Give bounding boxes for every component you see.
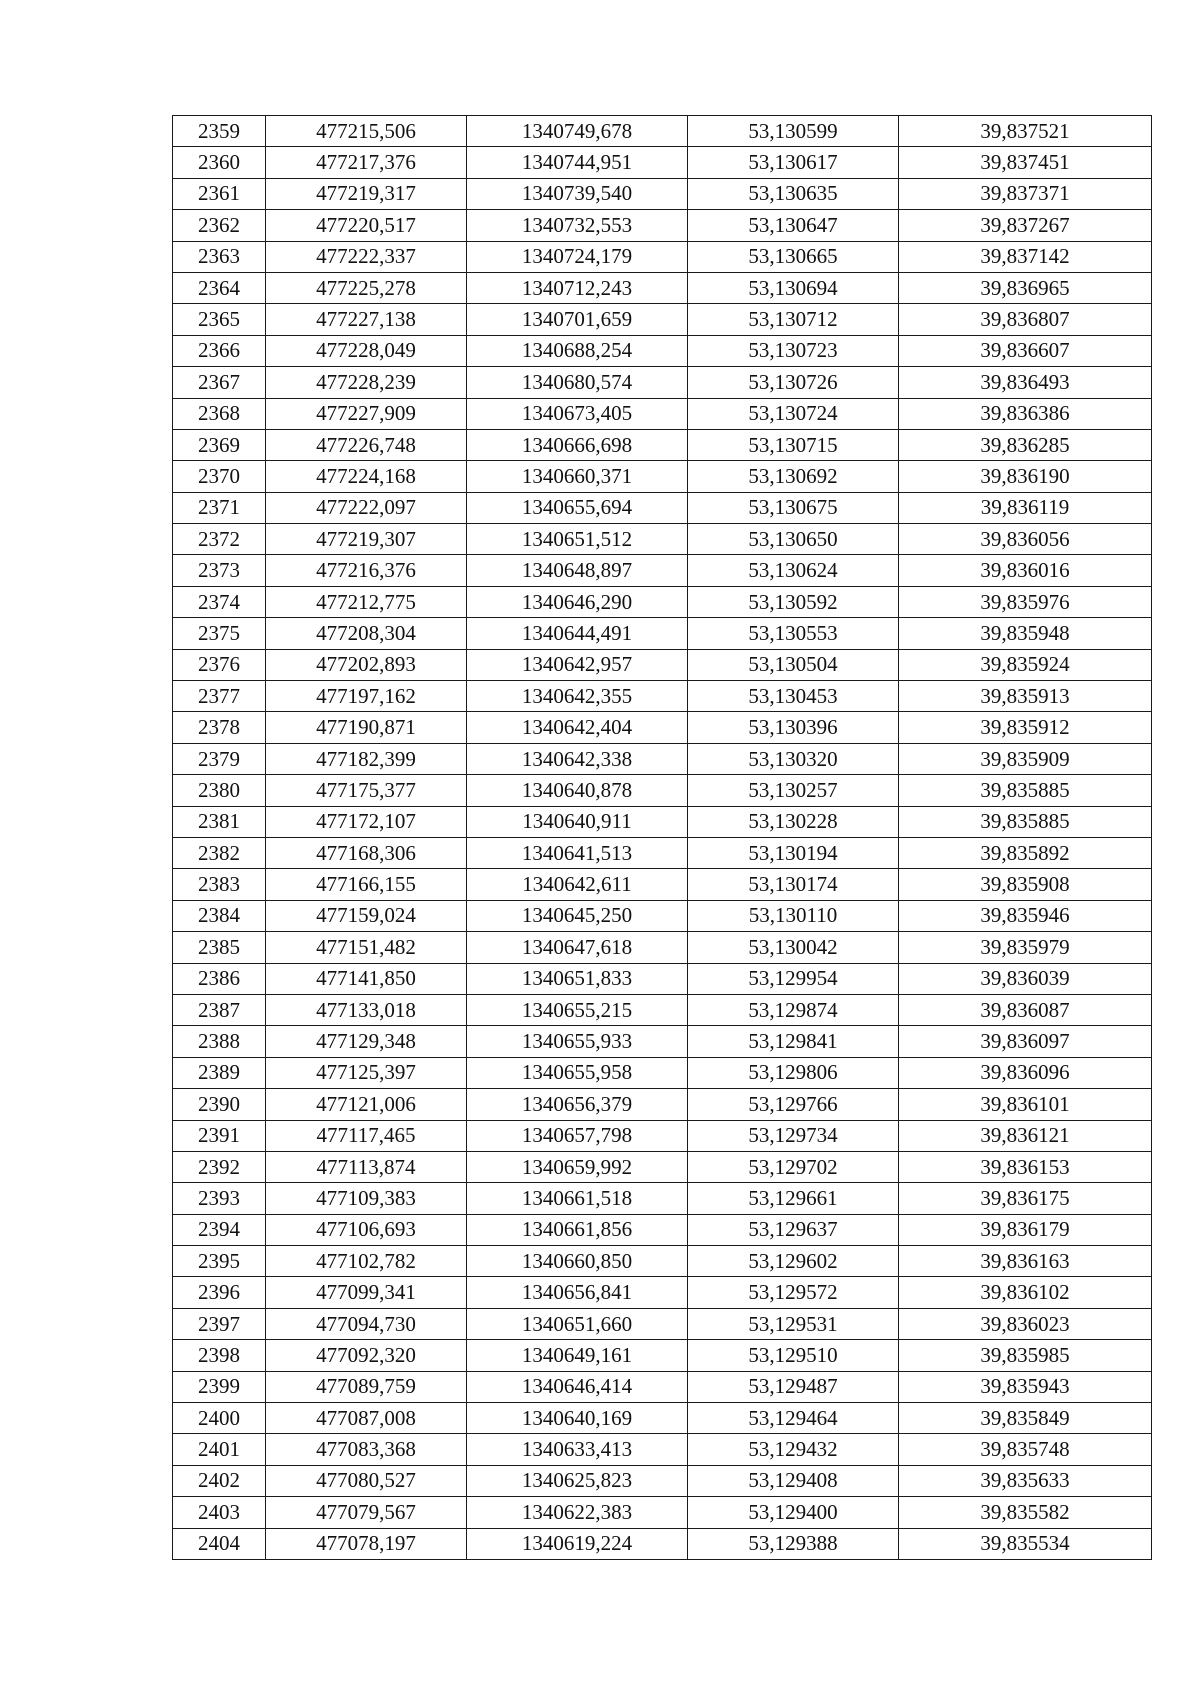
x-coordinate-cell: 477089,759	[266, 1371, 467, 1402]
latitude-cell: 53,130723	[688, 335, 899, 366]
table-row	[173, 1497, 1152, 1528]
y-coordinate-cell: 1340666,698	[467, 429, 688, 460]
point-number-cell: 2366	[173, 335, 266, 366]
latitude-cell: 53,130712	[688, 304, 899, 335]
y-coordinate-cell: 1340651,512	[467, 524, 688, 555]
latitude-cell: 53,130715	[688, 429, 899, 460]
longitude-cell: 39,836101	[899, 1089, 1152, 1120]
table-row	[173, 1026, 1152, 1057]
longitude-cell: 39,836190	[899, 461, 1152, 492]
latitude-cell: 53,129874	[688, 994, 899, 1025]
y-coordinate-cell: 1340724,179	[467, 241, 688, 272]
point-number-cell: 2396	[173, 1277, 266, 1308]
latitude-cell: 53,130320	[688, 743, 899, 774]
point-number-cell: 2387	[173, 994, 266, 1025]
table-row	[173, 837, 1152, 868]
table-row	[173, 335, 1152, 366]
longitude-cell: 39,836285	[899, 429, 1152, 460]
latitude-cell: 53,130257	[688, 775, 899, 806]
table-row	[173, 555, 1152, 586]
y-coordinate-cell: 1340642,338	[467, 743, 688, 774]
latitude-cell: 53,129602	[688, 1246, 899, 1277]
x-coordinate-cell: 477113,874	[266, 1151, 467, 1182]
longitude-cell: 39,837267	[899, 210, 1152, 241]
table-row	[173, 524, 1152, 555]
x-coordinate-cell: 477109,383	[266, 1183, 467, 1214]
longitude-cell: 39,835885	[899, 806, 1152, 837]
point-number-cell: 2369	[173, 429, 266, 460]
y-coordinate-cell: 1340660,371	[467, 461, 688, 492]
latitude-cell: 53,130453	[688, 681, 899, 712]
table-row	[173, 869, 1152, 900]
table-row	[173, 1057, 1152, 1088]
y-coordinate-cell: 1340651,833	[467, 963, 688, 994]
y-coordinate-cell: 1340673,405	[467, 398, 688, 429]
latitude-cell: 53,130726	[688, 367, 899, 398]
point-number-cell: 2368	[173, 398, 266, 429]
point-number-cell: 2381	[173, 806, 266, 837]
y-coordinate-cell: 1340659,992	[467, 1151, 688, 1182]
longitude-cell: 39,836102	[899, 1277, 1152, 1308]
table-row	[173, 1340, 1152, 1371]
point-number-cell: 2375	[173, 618, 266, 649]
point-number-cell: 2367	[173, 367, 266, 398]
point-number-cell: 2388	[173, 1026, 266, 1057]
table-row	[173, 649, 1152, 680]
y-coordinate-cell: 1340744,951	[467, 147, 688, 178]
latitude-cell: 53,130504	[688, 649, 899, 680]
x-coordinate-cell: 477102,782	[266, 1246, 467, 1277]
point-number-cell: 2399	[173, 1371, 266, 1402]
point-number-cell: 2392	[173, 1151, 266, 1182]
x-coordinate-cell: 477228,049	[266, 335, 467, 366]
latitude-cell: 53,130110	[688, 900, 899, 931]
x-coordinate-cell: 477190,871	[266, 712, 467, 743]
longitude-cell: 39,837451	[899, 147, 1152, 178]
longitude-cell: 39,835946	[899, 900, 1152, 931]
latitude-cell: 53,130553	[688, 618, 899, 649]
coordinate-table-body	[173, 116, 1152, 1560]
y-coordinate-cell: 1340656,379	[467, 1089, 688, 1120]
longitude-cell: 39,835908	[899, 869, 1152, 900]
longitude-cell: 39,835885	[899, 775, 1152, 806]
longitude-cell: 39,836153	[899, 1151, 1152, 1182]
point-number-cell: 2391	[173, 1120, 266, 1151]
y-coordinate-cell: 1340660,850	[467, 1246, 688, 1277]
longitude-cell: 39,836607	[899, 335, 1152, 366]
latitude-cell: 53,129954	[688, 963, 899, 994]
longitude-cell: 39,837371	[899, 178, 1152, 209]
latitude-cell: 53,130665	[688, 241, 899, 272]
table-row	[173, 1246, 1152, 1277]
latitude-cell: 53,130694	[688, 272, 899, 303]
point-number-cell: 2374	[173, 586, 266, 617]
y-coordinate-cell: 1340633,413	[467, 1434, 688, 1465]
y-coordinate-cell: 1340732,553	[467, 210, 688, 241]
table-row	[173, 398, 1152, 429]
table-row	[173, 1403, 1152, 1434]
x-coordinate-cell: 477166,155	[266, 869, 467, 900]
y-coordinate-cell: 1340655,958	[467, 1057, 688, 1088]
longitude-cell: 39,836121	[899, 1120, 1152, 1151]
longitude-cell: 39,835892	[899, 837, 1152, 868]
latitude-cell: 53,129702	[688, 1151, 899, 1182]
table-row	[173, 1089, 1152, 1120]
point-number-cell: 2360	[173, 147, 266, 178]
x-coordinate-cell: 477129,348	[266, 1026, 467, 1057]
x-coordinate-cell: 477106,693	[266, 1214, 467, 1245]
longitude-cell: 39,836175	[899, 1183, 1152, 1214]
x-coordinate-cell: 477117,465	[266, 1120, 467, 1151]
y-coordinate-cell: 1340622,383	[467, 1497, 688, 1528]
longitude-cell: 39,835976	[899, 586, 1152, 617]
longitude-cell: 39,836016	[899, 555, 1152, 586]
x-coordinate-cell: 477151,482	[266, 932, 467, 963]
latitude-cell: 53,130592	[688, 586, 899, 617]
table-row	[173, 1528, 1152, 1559]
point-number-cell: 2386	[173, 963, 266, 994]
longitude-cell: 39,835909	[899, 743, 1152, 774]
longitude-cell: 39,836039	[899, 963, 1152, 994]
x-coordinate-cell: 477217,376	[266, 147, 467, 178]
point-number-cell: 2402	[173, 1465, 266, 1496]
longitude-cell: 39,835948	[899, 618, 1152, 649]
y-coordinate-cell: 1340642,611	[467, 869, 688, 900]
table-row	[173, 1371, 1152, 1402]
latitude-cell: 53,130396	[688, 712, 899, 743]
table-row	[173, 1434, 1152, 1465]
longitude-cell: 39,836965	[899, 272, 1152, 303]
table-row	[173, 461, 1152, 492]
y-coordinate-cell: 1340646,290	[467, 586, 688, 617]
x-coordinate-cell: 477121,006	[266, 1089, 467, 1120]
y-coordinate-cell: 1340661,856	[467, 1214, 688, 1245]
x-coordinate-cell: 477079,567	[266, 1497, 467, 1528]
latitude-cell: 53,130042	[688, 932, 899, 963]
table-row	[173, 1308, 1152, 1339]
point-number-cell: 2379	[173, 743, 266, 774]
point-number-cell: 2371	[173, 492, 266, 523]
y-coordinate-cell: 1340680,574	[467, 367, 688, 398]
latitude-cell: 53,130650	[688, 524, 899, 555]
point-number-cell: 2401	[173, 1434, 266, 1465]
longitude-cell: 39,836807	[899, 304, 1152, 335]
longitude-cell: 39,835985	[899, 1340, 1152, 1371]
latitude-cell: 53,129637	[688, 1214, 899, 1245]
point-number-cell: 2403	[173, 1497, 266, 1528]
table-row	[173, 367, 1152, 398]
table-row	[173, 178, 1152, 209]
y-coordinate-cell: 1340646,414	[467, 1371, 688, 1402]
table-row	[173, 241, 1152, 272]
table-row	[173, 1277, 1152, 1308]
longitude-cell: 39,835979	[899, 932, 1152, 963]
table-row	[173, 116, 1152, 147]
latitude-cell: 53,130647	[688, 210, 899, 241]
table-row	[173, 618, 1152, 649]
y-coordinate-cell: 1340641,513	[467, 837, 688, 868]
point-number-cell: 2372	[173, 524, 266, 555]
latitude-cell: 53,129400	[688, 1497, 899, 1528]
point-number-cell: 2389	[173, 1057, 266, 1088]
y-coordinate-cell: 1340640,878	[467, 775, 688, 806]
y-coordinate-cell: 1340655,694	[467, 492, 688, 523]
y-coordinate-cell: 1340661,518	[467, 1183, 688, 1214]
table-row	[173, 1465, 1152, 1496]
latitude-cell: 53,130228	[688, 806, 899, 837]
point-number-cell: 2404	[173, 1528, 266, 1559]
longitude-cell: 39,836493	[899, 367, 1152, 398]
latitude-cell: 53,130675	[688, 492, 899, 523]
y-coordinate-cell: 1340657,798	[467, 1120, 688, 1151]
x-coordinate-cell: 477226,748	[266, 429, 467, 460]
x-coordinate-cell: 477202,893	[266, 649, 467, 680]
x-coordinate-cell: 477228,239	[266, 367, 467, 398]
table-row	[173, 963, 1152, 994]
table-row	[173, 932, 1152, 963]
x-coordinate-cell: 477225,278	[266, 272, 467, 303]
table-row	[173, 806, 1152, 837]
latitude-cell: 53,129510	[688, 1340, 899, 1371]
x-coordinate-cell: 477092,320	[266, 1340, 467, 1371]
longitude-cell: 39,835924	[899, 649, 1152, 680]
x-coordinate-cell: 477159,024	[266, 900, 467, 931]
latitude-cell: 53,129841	[688, 1026, 899, 1057]
point-number-cell: 2382	[173, 837, 266, 868]
longitude-cell: 39,835913	[899, 681, 1152, 712]
coordinate-table	[172, 115, 1152, 1560]
x-coordinate-cell: 477219,307	[266, 524, 467, 555]
table-row	[173, 429, 1152, 460]
x-coordinate-cell: 477220,517	[266, 210, 467, 241]
x-coordinate-cell: 477208,304	[266, 618, 467, 649]
y-coordinate-cell: 1340701,659	[467, 304, 688, 335]
y-coordinate-cell: 1340649,161	[467, 1340, 688, 1371]
x-coordinate-cell: 477083,368	[266, 1434, 467, 1465]
latitude-cell: 53,129432	[688, 1434, 899, 1465]
x-coordinate-cell: 477087,008	[266, 1403, 467, 1434]
table-row	[173, 304, 1152, 335]
latitude-cell: 53,129734	[688, 1120, 899, 1151]
x-coordinate-cell: 477224,168	[266, 461, 467, 492]
longitude-cell: 39,836163	[899, 1246, 1152, 1277]
latitude-cell: 53,129464	[688, 1403, 899, 1434]
point-number-cell: 2383	[173, 869, 266, 900]
x-coordinate-cell: 477172,107	[266, 806, 467, 837]
latitude-cell: 53,130617	[688, 147, 899, 178]
longitude-cell: 39,836179	[899, 1214, 1152, 1245]
y-coordinate-cell: 1340619,224	[467, 1528, 688, 1559]
longitude-cell: 39,836096	[899, 1057, 1152, 1088]
point-number-cell: 2394	[173, 1214, 266, 1245]
point-number-cell: 2370	[173, 461, 266, 492]
table-row	[173, 492, 1152, 523]
latitude-cell: 53,130692	[688, 461, 899, 492]
table-row	[173, 1183, 1152, 1214]
longitude-cell: 39,836023	[899, 1308, 1152, 1339]
y-coordinate-cell: 1340642,355	[467, 681, 688, 712]
longitude-cell: 39,836097	[899, 1026, 1152, 1057]
y-coordinate-cell: 1340656,841	[467, 1277, 688, 1308]
y-coordinate-cell: 1340648,897	[467, 555, 688, 586]
point-number-cell: 2373	[173, 555, 266, 586]
longitude-cell: 39,835912	[899, 712, 1152, 743]
x-coordinate-cell: 477094,730	[266, 1308, 467, 1339]
longitude-cell: 39,835582	[899, 1497, 1152, 1528]
point-number-cell: 2361	[173, 178, 266, 209]
point-number-cell: 2400	[173, 1403, 266, 1434]
x-coordinate-cell: 477141,850	[266, 963, 467, 994]
point-number-cell: 2359	[173, 116, 266, 147]
table-row	[173, 1120, 1152, 1151]
x-coordinate-cell: 477175,377	[266, 775, 467, 806]
latitude-cell: 53,130599	[688, 116, 899, 147]
y-coordinate-cell: 1340749,678	[467, 116, 688, 147]
x-coordinate-cell: 477197,162	[266, 681, 467, 712]
y-coordinate-cell: 1340655,215	[467, 994, 688, 1025]
point-number-cell: 2362	[173, 210, 266, 241]
longitude-cell: 39,837521	[899, 116, 1152, 147]
longitude-cell: 39,837142	[899, 241, 1152, 272]
latitude-cell: 53,129531	[688, 1308, 899, 1339]
x-coordinate-cell: 477212,775	[266, 586, 467, 617]
x-coordinate-cell: 477222,337	[266, 241, 467, 272]
latitude-cell: 53,129572	[688, 1277, 899, 1308]
point-number-cell: 2364	[173, 272, 266, 303]
latitude-cell: 53,129487	[688, 1371, 899, 1402]
x-coordinate-cell: 477168,306	[266, 837, 467, 868]
longitude-cell: 39,835633	[899, 1465, 1152, 1496]
table-row	[173, 681, 1152, 712]
point-number-cell: 2398	[173, 1340, 266, 1371]
point-number-cell: 2365	[173, 304, 266, 335]
table-row	[173, 147, 1152, 178]
y-coordinate-cell: 1340645,250	[467, 900, 688, 931]
x-coordinate-cell: 477227,909	[266, 398, 467, 429]
latitude-cell: 53,129661	[688, 1183, 899, 1214]
y-coordinate-cell: 1340644,491	[467, 618, 688, 649]
y-coordinate-cell: 1340647,618	[467, 932, 688, 963]
x-coordinate-cell: 477227,138	[266, 304, 467, 335]
table-row	[173, 743, 1152, 774]
latitude-cell: 53,129806	[688, 1057, 899, 1088]
x-coordinate-cell: 477182,399	[266, 743, 467, 774]
latitude-cell: 53,129766	[688, 1089, 899, 1120]
point-number-cell: 2390	[173, 1089, 266, 1120]
longitude-cell: 39,836386	[899, 398, 1152, 429]
table-row	[173, 586, 1152, 617]
point-number-cell: 2393	[173, 1183, 266, 1214]
x-coordinate-cell: 477099,341	[266, 1277, 467, 1308]
x-coordinate-cell: 477080,527	[266, 1465, 467, 1496]
latitude-cell: 53,130194	[688, 837, 899, 868]
latitude-cell: 53,130724	[688, 398, 899, 429]
x-coordinate-cell: 477133,018	[266, 994, 467, 1025]
x-coordinate-cell: 477222,097	[266, 492, 467, 523]
point-number-cell: 2385	[173, 932, 266, 963]
longitude-cell: 39,836056	[899, 524, 1152, 555]
latitude-cell: 53,130635	[688, 178, 899, 209]
point-number-cell: 2380	[173, 775, 266, 806]
latitude-cell: 53,129408	[688, 1465, 899, 1496]
longitude-cell: 39,835534	[899, 1528, 1152, 1559]
latitude-cell: 53,130174	[688, 869, 899, 900]
longitude-cell: 39,836087	[899, 994, 1152, 1025]
table-row	[173, 712, 1152, 743]
longitude-cell: 39,835748	[899, 1434, 1152, 1465]
x-coordinate-cell: 477216,376	[266, 555, 467, 586]
y-coordinate-cell: 1340640,911	[467, 806, 688, 837]
y-coordinate-cell: 1340642,957	[467, 649, 688, 680]
table-row	[173, 994, 1152, 1025]
x-coordinate-cell: 477219,317	[266, 178, 467, 209]
y-coordinate-cell: 1340625,823	[467, 1465, 688, 1496]
table-row	[173, 1151, 1152, 1182]
point-number-cell: 2384	[173, 900, 266, 931]
y-coordinate-cell: 1340739,540	[467, 178, 688, 209]
y-coordinate-cell: 1340642,404	[467, 712, 688, 743]
point-number-cell: 2376	[173, 649, 266, 680]
longitude-cell: 39,836119	[899, 492, 1152, 523]
y-coordinate-cell: 1340712,243	[467, 272, 688, 303]
x-coordinate-cell: 477078,197	[266, 1528, 467, 1559]
point-number-cell: 2395	[173, 1246, 266, 1277]
y-coordinate-cell: 1340640,169	[467, 1403, 688, 1434]
latitude-cell: 53,129388	[688, 1528, 899, 1559]
longitude-cell: 39,835849	[899, 1403, 1152, 1434]
point-number-cell: 2377	[173, 681, 266, 712]
point-number-cell: 2363	[173, 241, 266, 272]
x-coordinate-cell: 477215,506	[266, 116, 467, 147]
table-row	[173, 210, 1152, 241]
point-number-cell: 2397	[173, 1308, 266, 1339]
longitude-cell: 39,835943	[899, 1371, 1152, 1402]
table-row	[173, 900, 1152, 931]
point-number-cell: 2378	[173, 712, 266, 743]
table-row	[173, 775, 1152, 806]
latitude-cell: 53,130624	[688, 555, 899, 586]
y-coordinate-cell: 1340655,933	[467, 1026, 688, 1057]
x-coordinate-cell: 477125,397	[266, 1057, 467, 1088]
y-coordinate-cell: 1340688,254	[467, 335, 688, 366]
table-row	[173, 1214, 1152, 1245]
table-row	[173, 272, 1152, 303]
y-coordinate-cell: 1340651,660	[467, 1308, 688, 1339]
